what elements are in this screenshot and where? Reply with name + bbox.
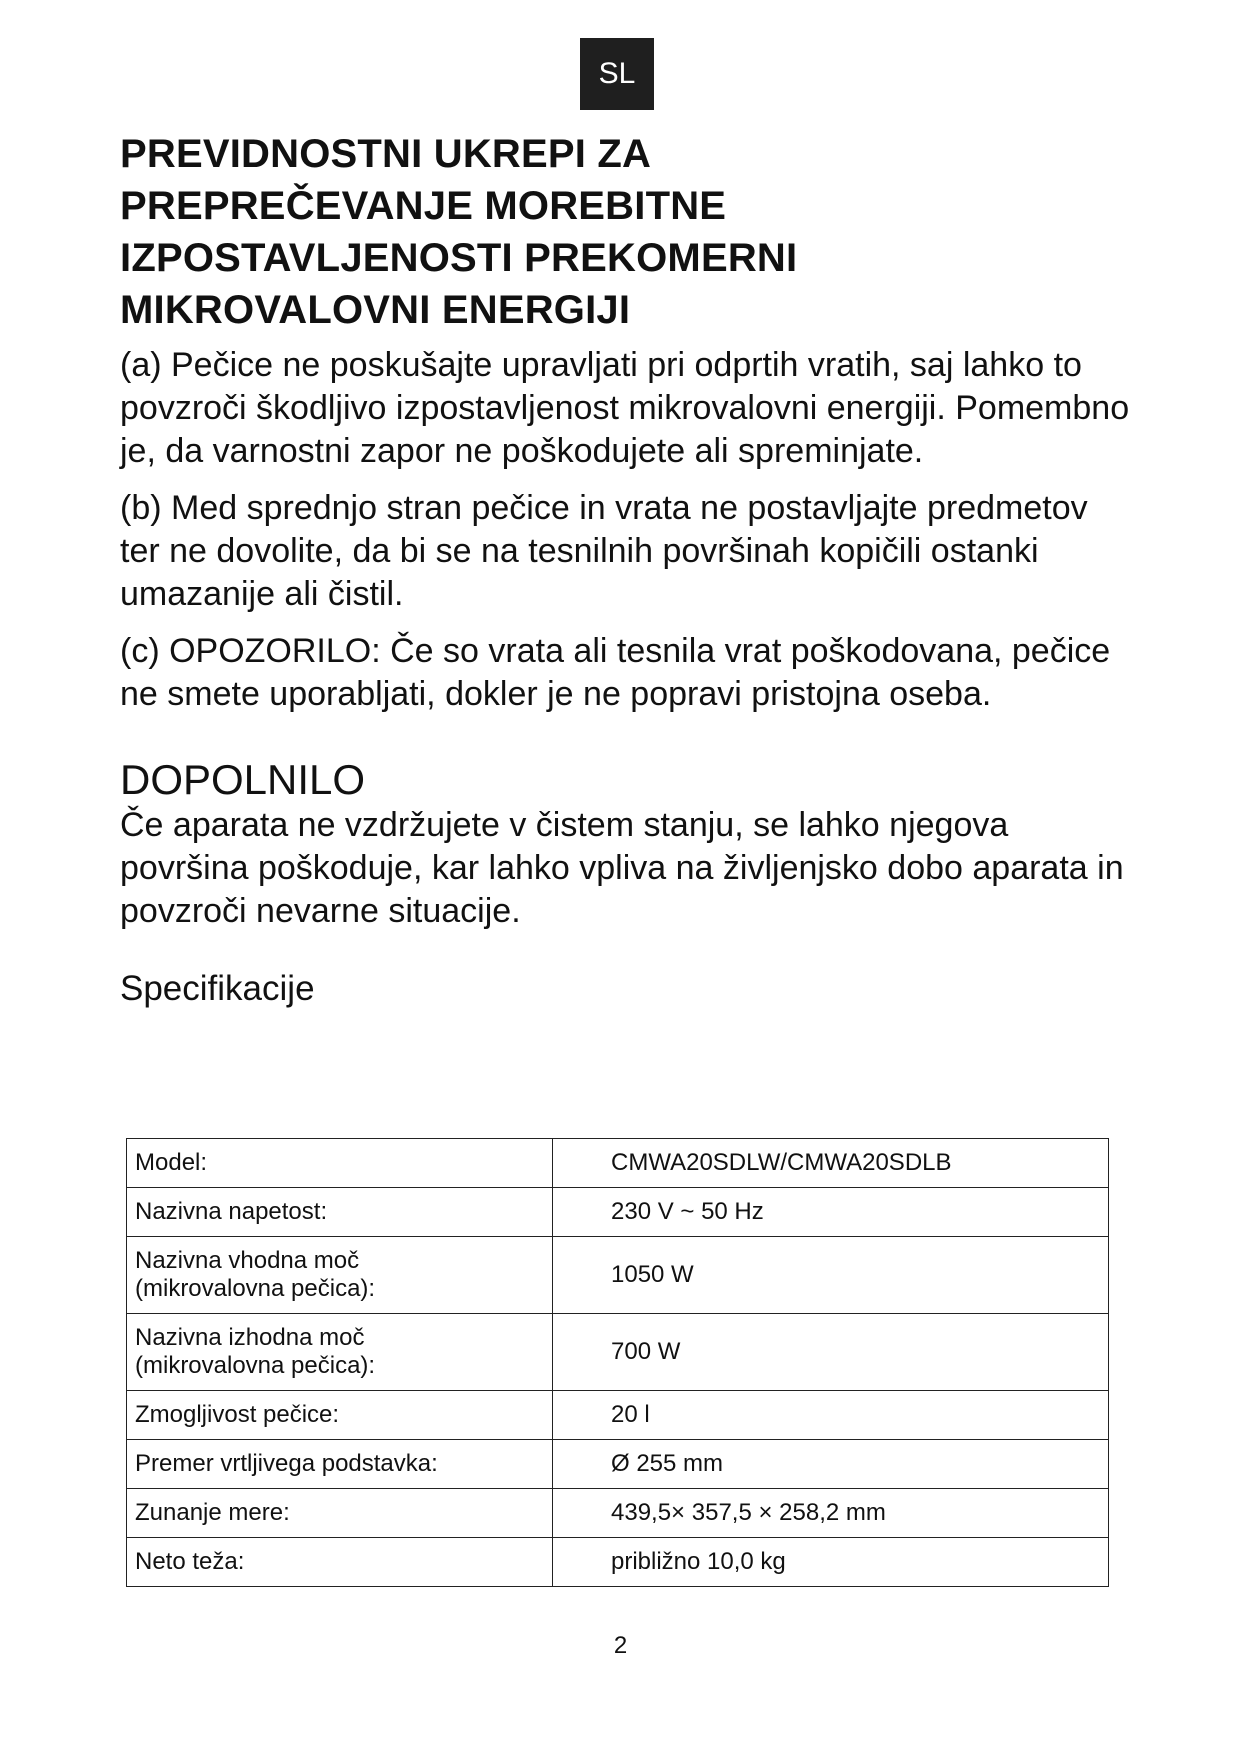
- precautions-title-line-3: IZPOSTAVLJENOSTI PREKOMERNI: [120, 236, 798, 280]
- precaution-item-c: (c) OPOZORILO: Če so vrata ali tesnila vrat poškodovana, pečice ne smete uporabljati, dokler je ne popravi pristojna oseba.: [120, 632, 1111, 713]
- precautions-title-line-1: PREVIDNOSTNI UKREPI ZA: [120, 132, 652, 176]
- language-badge: SL: [580, 38, 654, 110]
- spec-value: 700 W: [553, 1314, 1109, 1391]
- spec-label: Nazivna vhodna moč (mikrovalovna pečica):: [127, 1237, 553, 1314]
- spec-label: Zmogljivost pečice:: [127, 1391, 553, 1440]
- spec-row-model: [127, 1139, 1109, 1188]
- precautions-title-line-2: PREPREČEVANJE MOREBITNE: [120, 184, 727, 228]
- spec-row-rated-voltage: [127, 1188, 1109, 1237]
- spec-value: približno 10,0 kg: [553, 1538, 1109, 1587]
- supplement-title: DOPOLNILO: [120, 756, 366, 803]
- spec-value: 1050 W: [553, 1237, 1109, 1314]
- spec-label: Nazivna izhodna moč (mikrovalovna pečica):: [127, 1314, 553, 1391]
- spec-label: Premer vrtljivega podstavka:: [127, 1440, 553, 1489]
- precautions-title: [120, 128, 1130, 336]
- spec-value: 20 l: [553, 1391, 1109, 1440]
- spec-value: Ø 255 mm: [553, 1440, 1109, 1489]
- spec-label: Zunanje mere:: [127, 1489, 553, 1538]
- spec-value: 230 V ~ 50 Hz: [553, 1188, 1109, 1237]
- spec-row-turntable-diameter: [127, 1440, 1109, 1489]
- supplement-body: Če aparata ne vzdržujete v čistem stanju, se lahko njegova površina poškoduje, kar lahko vpliva na življenjsko dobo aparata in povzroči nevarne situacije.: [120, 806, 1124, 930]
- spec-row-rated-input-power: [127, 1237, 1109, 1314]
- precautions-title-line-4: MIKROVALOVNI ENERGIJI: [120, 288, 631, 332]
- spec-value: 439,5× 357,5 × 258,2 mm: [553, 1489, 1109, 1538]
- specifications-table: [126, 1138, 1109, 1587]
- precaution-item-b: (b) Med sprednjo stran pečice in vrata ne postavljajte predmetov ter ne dovolite, da bi se na tesnilnih površinah kopičili ostanki umazanije ali čistil.: [120, 489, 1088, 613]
- page-content: [120, 128, 1130, 1011]
- spec-label: Model:: [127, 1139, 553, 1188]
- spec-label: Neto teža:: [127, 1538, 553, 1587]
- spec-row-net-weight: [127, 1538, 1109, 1587]
- spec-row-external-dimensions: [127, 1489, 1109, 1538]
- spec-label: Nazivna napetost:: [127, 1188, 553, 1237]
- spec-row-rated-output-power: [127, 1314, 1109, 1391]
- spec-value: CMWA20SDLW/CMWA20SDLB: [553, 1139, 1109, 1188]
- precaution-item-a: (a) Pečice ne poskušajte upravljati pri odprtih vratih, saj lahko to povzroči škodljivo izpostavljenost mikrovalovni energiji. Pomembno je, da varnostni zapor ne poškodujete ali spreminjate.: [120, 346, 1130, 470]
- specifications-title: Specifikacije: [120, 969, 315, 1008]
- spec-row-capacity: [127, 1391, 1109, 1440]
- page-number: 2: [613, 1632, 628, 1659]
